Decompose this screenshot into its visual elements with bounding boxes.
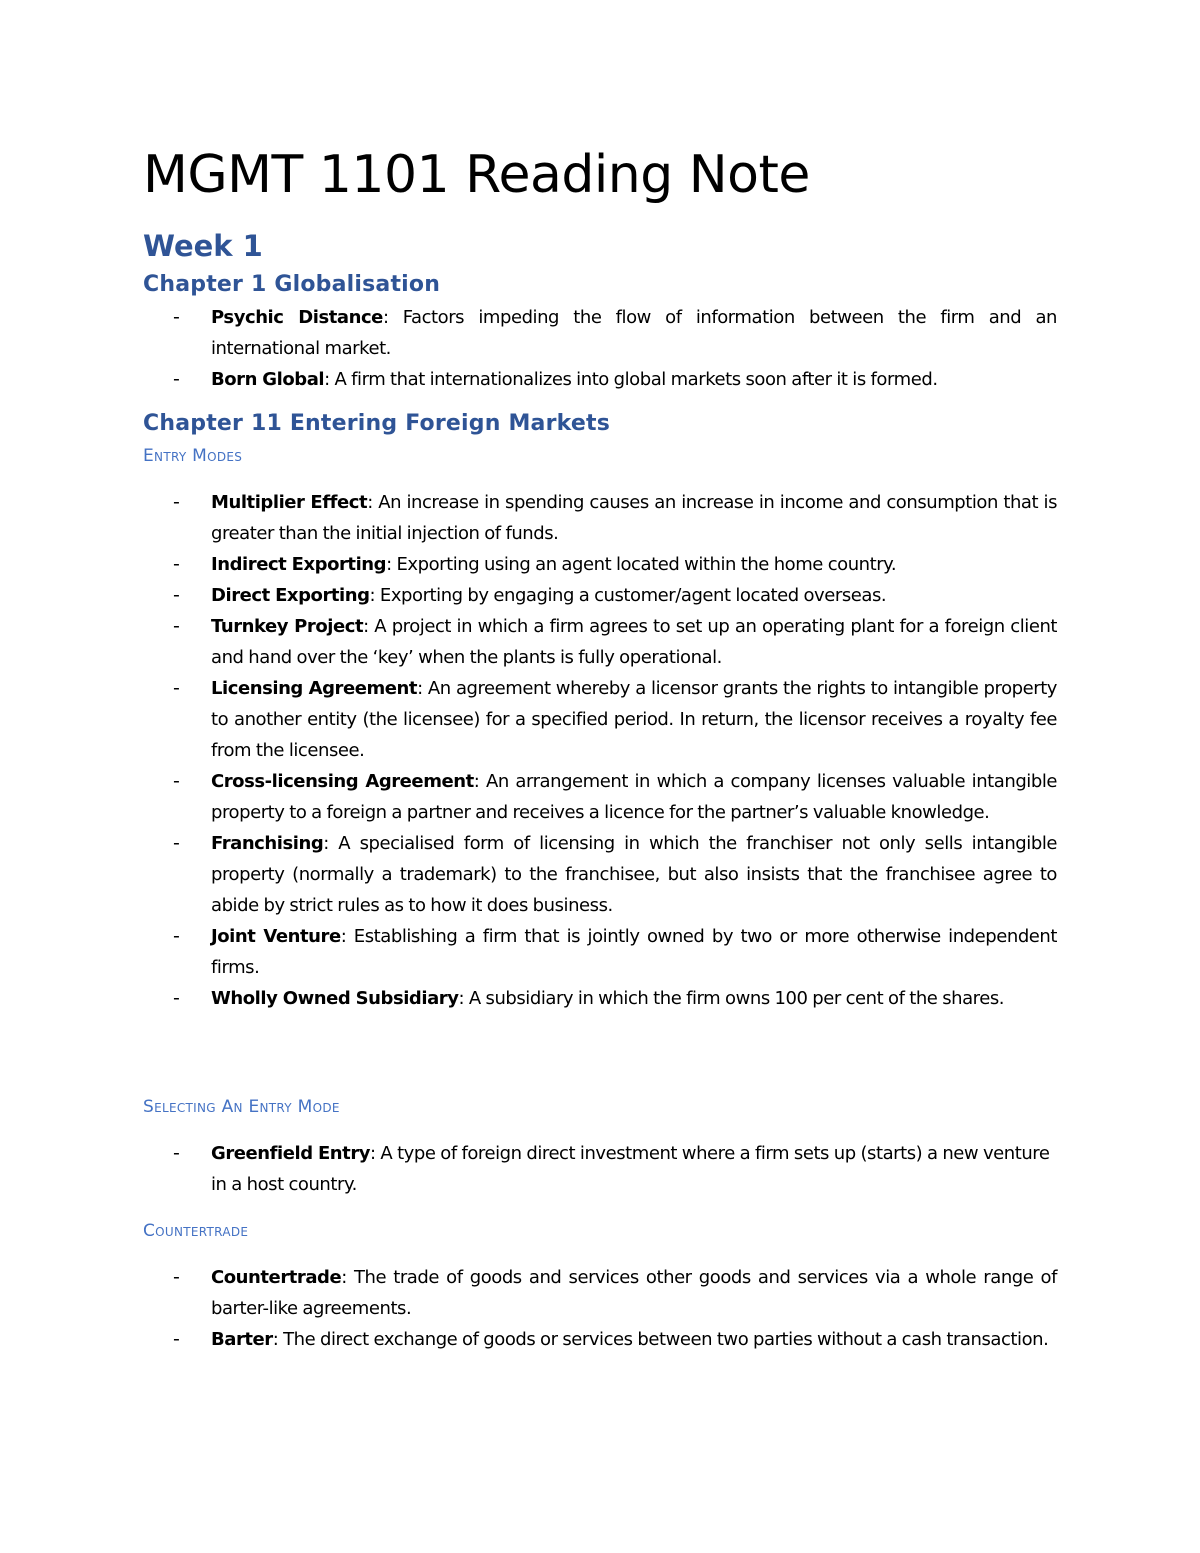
entry-modes-list [0, 487, 1200, 1014]
list-item-text [211, 673, 1057, 766]
list-item [0, 302, 1200, 364]
selecting-entry-mode-list [0, 1138, 1200, 1200]
list-item-text [211, 302, 1057, 364]
list-item [0, 921, 1200, 983]
definition: : A firm that internationalizes into global markets soon after it is formed. [324, 369, 938, 390]
definition: : A subsidiary in which the firm owns 100 per cent of the shares. [458, 988, 1005, 1009]
term: Franchising [211, 833, 324, 854]
list-item [0, 828, 1200, 921]
term: Greenfield Entry [211, 1143, 371, 1164]
list-item [0, 1324, 1200, 1355]
section-heading-text: Selecting An Entry Mode [143, 1097, 340, 1117]
bullet-dash: - [173, 925, 180, 947]
term: Wholly Owned Subsidiary [211, 988, 459, 1009]
definition: : An arrangement in which a company licenses valuable intangible property to a foreign a partner and receives a licence for the partner’s valuable knowledge. [211, 771, 1057, 823]
list-item [0, 673, 1200, 766]
term: Psychic Distance [211, 307, 383, 328]
definition: : An agreement whereby a licensor grants the rights to intangible property to another entity (the licensee) for a specified period. In return, the licensor receives a royalty fee from the licensee. [211, 678, 1058, 761]
definition: : The trade of goods and services other goods and services via a whole range of barter-like agreements. [211, 1267, 1057, 1319]
definition: : A type of foreign direct investment where a firm sets up (starts) a new venture in a host country. [211, 1143, 1050, 1195]
document-title: MGMT 1101 Reading Note [143, 145, 810, 205]
bullet-dash: - [173, 491, 180, 513]
bullet-dash: - [173, 368, 180, 390]
term: Licensing Agreement [211, 678, 418, 699]
section-heading-entry-modes [143, 444, 242, 468]
definition: : A specialised form of licensing in which the franchiser not only sells intangible property (normally a trademark) to the franchisee, but also insists that the franchisee agree to abide by strict rules as to how it does business. [211, 833, 1057, 916]
chapter-1-heading: Chapter 1 Globalisation [143, 272, 441, 297]
list-item [0, 364, 1200, 395]
definition: : Exporting by engaging a customer/agent located overseas. [369, 585, 887, 606]
list-item [0, 983, 1200, 1014]
list-item [0, 487, 1200, 549]
list-item [0, 1138, 1200, 1200]
list-item [0, 580, 1200, 611]
list-item-text [211, 1262, 1057, 1324]
bullet-dash: - [173, 677, 180, 699]
list-item-text [211, 983, 1057, 1014]
term: Indirect Exporting [211, 554, 387, 575]
term: Cross-licensing Agreement [211, 771, 474, 792]
definition: : A project in which a firm agrees to set up an operating plant for a foreign client and hand over the ‘key’ when the plants is fully operational. [211, 616, 1058, 668]
week-heading: Week 1 [143, 229, 263, 263]
list-item-text [211, 364, 1057, 395]
definition: : The direct exchange of goods or services between two parties without a cash transaction. [272, 1329, 1049, 1350]
list-item [0, 766, 1200, 828]
definition: : Establishing a firm that is jointly owned by two or more otherwise independent firms. [211, 926, 1057, 978]
list-item [0, 611, 1200, 673]
countertrade-list [0, 1262, 1200, 1355]
bullet-dash: - [173, 832, 180, 854]
definition: : Factors impeding the flow of information between the firm and an international market. [211, 307, 1057, 359]
definition: : Exporting using an agent located within the home country. [386, 554, 897, 575]
term: Turnkey Project [211, 616, 364, 637]
bullet-dash: - [173, 1142, 180, 1164]
term: Barter [211, 1329, 273, 1350]
list-item-text [211, 487, 1057, 549]
term: Direct Exporting [211, 585, 370, 606]
list-item-text [211, 921, 1057, 983]
list-item [0, 1262, 1200, 1324]
list-item [0, 549, 1200, 580]
list-item-text [211, 1138, 1057, 1200]
section-heading-text: Countertrade [143, 1221, 249, 1241]
term: Born Global [211, 369, 325, 390]
list-item-text [211, 611, 1057, 673]
term: Countertrade [211, 1267, 342, 1288]
chapter-1-list [0, 302, 1200, 395]
list-item-text [211, 549, 1057, 580]
bullet-dash: - [173, 615, 180, 637]
bullet-dash: - [173, 770, 180, 792]
definition: : An increase in spending causes an increase in income and consumption that is greater than the initial injection of funds. [211, 492, 1057, 544]
bullet-dash: - [173, 1266, 180, 1288]
list-item-text [211, 1324, 1057, 1355]
section-heading-countertrade [143, 1219, 248, 1243]
list-item-text [211, 580, 1057, 611]
list-item-text [211, 828, 1057, 921]
bullet-dash: - [173, 1328, 180, 1350]
section-heading-text: Entry Modes [143, 446, 243, 466]
bullet-dash: - [173, 987, 180, 1009]
bullet-dash: - [173, 553, 180, 575]
bullet-dash: - [173, 584, 180, 606]
list-item-text [211, 766, 1057, 828]
bullet-dash: - [173, 306, 180, 328]
section-heading-selecting-entry-mode [143, 1095, 340, 1119]
term: Joint Venture [211, 926, 341, 947]
term: Multiplier Effect [211, 492, 368, 513]
chapter-11-heading: Chapter 11 Entering Foreign Markets [143, 411, 611, 436]
